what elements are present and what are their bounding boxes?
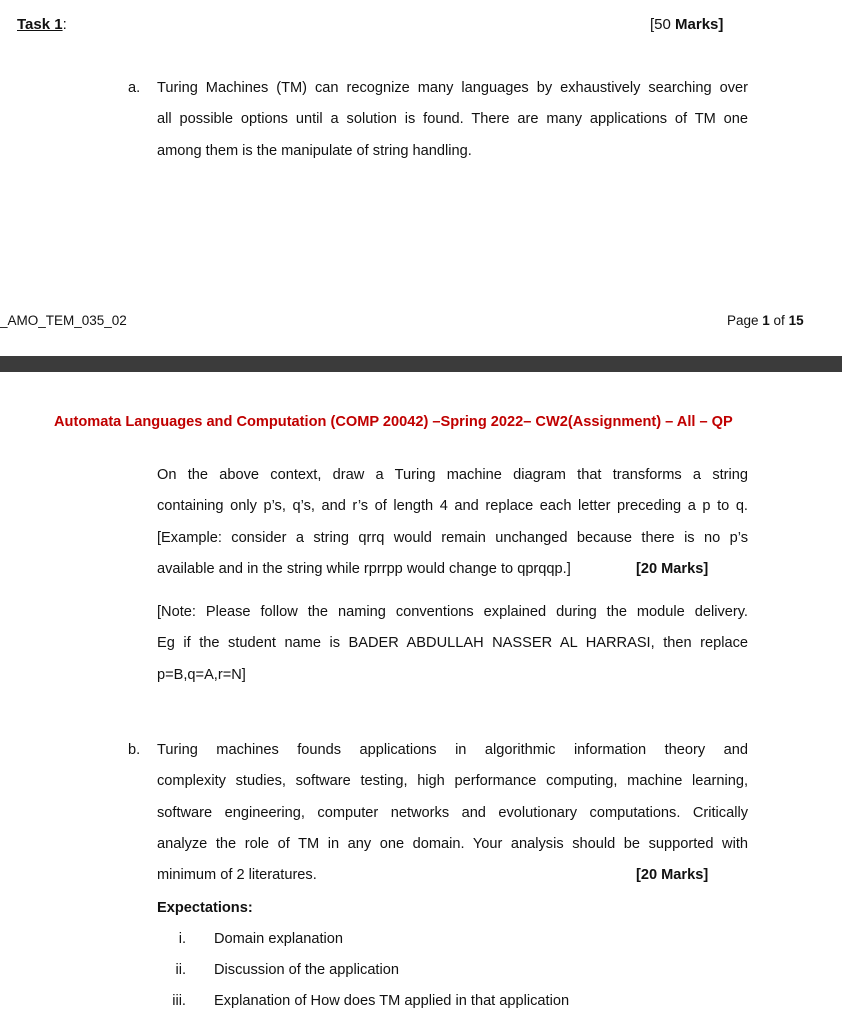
task-title-colon: : xyxy=(62,16,67,33)
footer-page-of: of xyxy=(769,313,789,328)
part-b-marks: [20 Marks] xyxy=(636,867,709,884)
footer-doc-code: _AMO_TEM_035_02 xyxy=(0,313,127,328)
expectation-number-3: iii. xyxy=(172,993,186,1009)
footer-page-label: Page xyxy=(727,313,763,328)
part-b-line-1: Turing machines founds applications in algorithmic information theory and xyxy=(157,742,748,758)
part-b-line-2: complexity studies, software testing, high performance computing, machine learning, xyxy=(157,773,748,790)
note-line-3: p=B,q=A,r=N] xyxy=(157,666,246,683)
expectation-text-3: Explanation of How does TM applied in that application xyxy=(214,993,570,1009)
part-b-paragraph xyxy=(157,735,748,891)
part-a-cont-last-line xyxy=(157,554,748,585)
naming-note-paragraph xyxy=(157,597,748,691)
task-title xyxy=(17,16,67,33)
note-line-1: [Note: Please follow the naming conventions explained during the module delivery. xyxy=(157,604,748,620)
task-title-text: Task 1 xyxy=(17,16,63,33)
note-line-2: Eg if the student name is BADER ABDULLAH NASSER AL HARRASI, then replace xyxy=(157,635,748,652)
part-b-line-4: analyze the role of TM in any one domain. Your analysis should be supported with xyxy=(157,835,748,852)
expectation-number-1: i. xyxy=(178,931,186,947)
part-a-label: a. xyxy=(128,80,141,96)
part-a-paragraph xyxy=(157,73,748,167)
footer-page-number xyxy=(727,313,804,328)
document-header-title: Automata Languages and Computation (COMP 20042) –Spring 2022– CW2(Assignment) – All – QP xyxy=(54,414,733,430)
part-a-marks: [20 Marks] xyxy=(636,560,709,577)
task-marks-open: [50 xyxy=(650,16,676,33)
task-total-marks xyxy=(650,16,723,33)
footer-page-total: 15 xyxy=(788,313,804,328)
footer-page-current: 1 xyxy=(762,313,770,328)
page-separator xyxy=(0,356,842,372)
part-a-continued-paragraph xyxy=(157,460,748,585)
part-b-last-line xyxy=(157,860,748,891)
part-b-line-5: minimum of 2 literatures. xyxy=(157,867,317,884)
expectation-text-1: Domain explanation xyxy=(214,931,343,947)
expectation-number-2: ii. xyxy=(175,962,186,978)
part-a-cont-line-3: [Example: consider a string qrrq would remain unchanged because there is no p’s xyxy=(157,529,748,546)
part-a-cont-line-2: containing only p’s, q’s, and r’s of length 4 and replace each letter preceding a p to q. xyxy=(157,498,748,515)
expectations-title: Expectations: xyxy=(157,900,253,916)
task-marks-bold: Marks] xyxy=(675,16,724,33)
part-b-label: b. xyxy=(128,742,141,758)
part-a-cont-line-1: On the above context, draw a Turing machine diagram that transforms a string xyxy=(157,467,748,483)
part-a-line-3: among them is the manipulate of string handling. xyxy=(157,142,472,159)
part-b-line-3: software engineering, computer networks and evolutionary computations. Critically xyxy=(157,804,748,821)
part-a-cont-line-4: available and in the string while rprrpp would change to qprqqp.] xyxy=(157,560,571,577)
part-a-line-1: Turing Machines (TM) can recognize many languages by exhaustively searching over xyxy=(157,80,748,96)
part-a-line-2: all possible options until a solution is found. There are many applications of TM one xyxy=(157,111,748,128)
expectation-text-2: Discussion of the application xyxy=(214,962,399,978)
